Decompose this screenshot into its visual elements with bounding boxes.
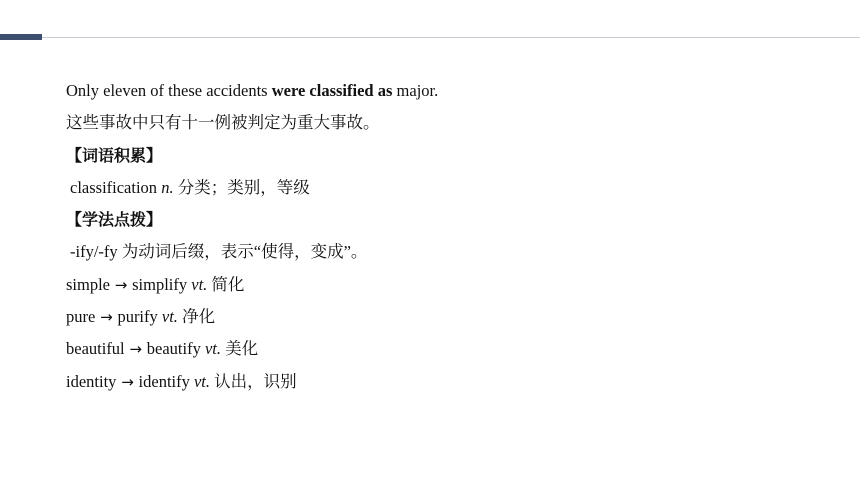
slide-content bbox=[66, 79, 826, 402]
derivation-meaning: 净化 bbox=[177, 307, 216, 327]
derivation-word: purify bbox=[117, 307, 162, 327]
derivation-meaning: 美化 bbox=[221, 339, 259, 359]
derivation-row bbox=[66, 337, 826, 369]
derivation-word: identify bbox=[138, 371, 194, 391]
vocab-meaning: 分类；类别，等级 bbox=[173, 177, 310, 197]
derivation-base: beautiful bbox=[66, 339, 125, 359]
derivation-pos: vt. bbox=[204, 339, 221, 359]
title-accent-bar bbox=[0, 34, 42, 40]
derivation-pos: vt. bbox=[161, 307, 178, 327]
vocab-word: classification bbox=[70, 177, 162, 197]
derivation-row bbox=[66, 305, 826, 337]
derivation-base: simple bbox=[66, 274, 110, 294]
sentence-translation: 这些事故中只有十一例被判定为重大事故。 bbox=[66, 113, 380, 133]
sentence-suffix: major. bbox=[392, 81, 439, 100]
vocab-heading: 【词语积累】 bbox=[66, 145, 163, 165]
arrow-icon: → bbox=[124, 340, 147, 359]
arrow-icon: → bbox=[110, 275, 133, 294]
derivation-base: identity bbox=[66, 371, 117, 391]
derivation-word: simplify bbox=[132, 274, 192, 294]
method-heading: 【学法点拨】 bbox=[66, 210, 163, 230]
derivation-row bbox=[66, 370, 826, 402]
sentence-prefix: Only eleven of these accidents bbox=[66, 81, 272, 100]
derivation-meaning: 认出，识别 bbox=[210, 371, 297, 391]
example-sentence bbox=[66, 79, 826, 111]
vocab-pos: n. bbox=[161, 177, 174, 197]
sentence-key-phrase: were classified as bbox=[271, 81, 393, 100]
derivation-meaning: 简化 bbox=[207, 274, 245, 294]
title-accent-line bbox=[42, 37, 860, 38]
arrow-icon: → bbox=[116, 372, 139, 391]
arrow-icon: → bbox=[95, 308, 118, 327]
derivation-word: beautify bbox=[146, 339, 205, 359]
vocab-item bbox=[66, 176, 826, 208]
derivation-row bbox=[66, 273, 826, 305]
derivation-pos: vt. bbox=[193, 371, 211, 391]
derivation-pos: vt. bbox=[191, 274, 208, 294]
derivation-base: pure bbox=[66, 307, 96, 327]
method-note: -ify/-fy 为动词后缀，表示“使得，变成”。 bbox=[70, 242, 368, 262]
